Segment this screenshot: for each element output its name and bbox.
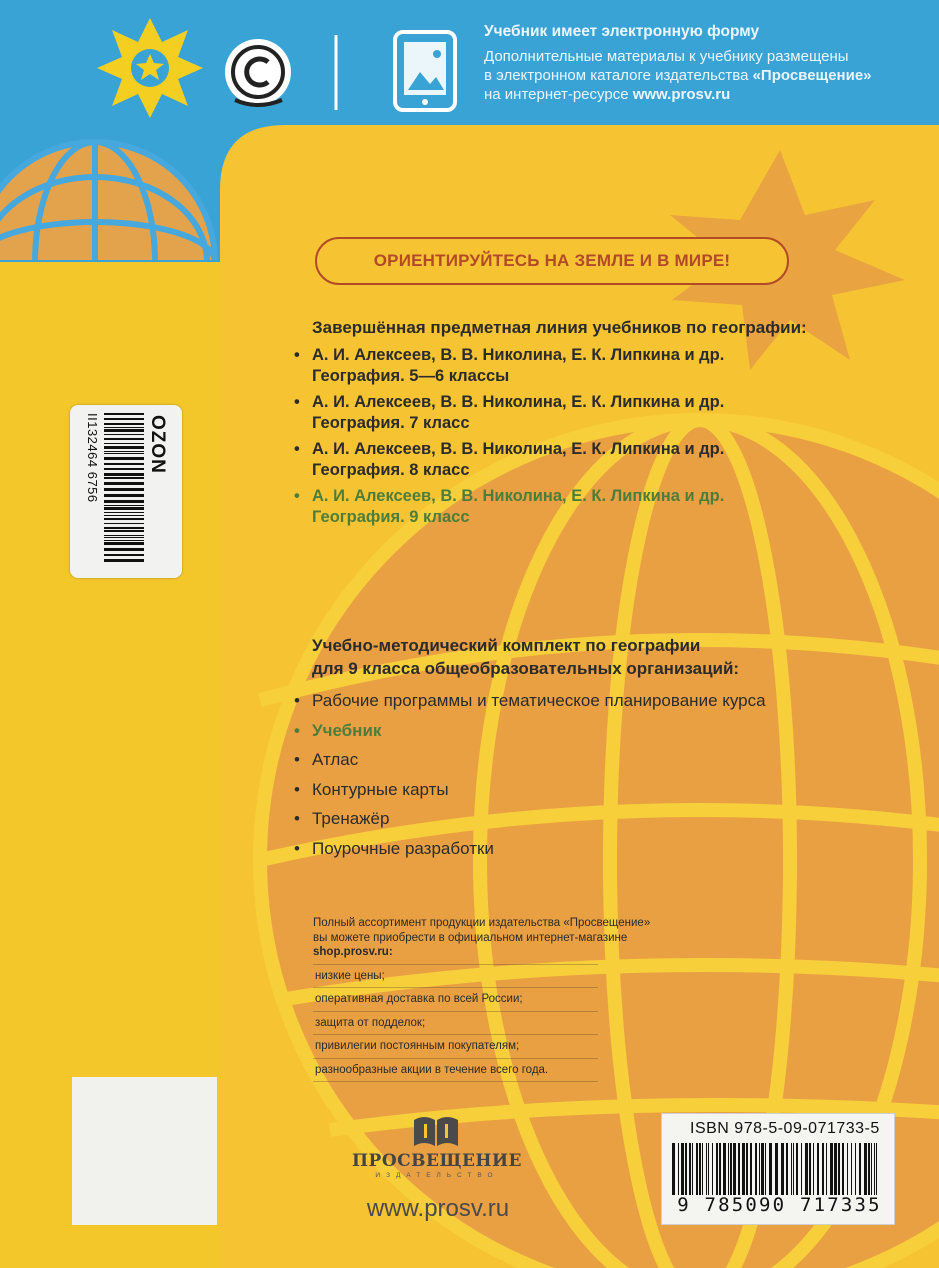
barcode-bar <box>723 1143 726 1195</box>
barcode-bar <box>104 463 144 465</box>
barcode-bar <box>104 477 144 479</box>
barcode-bar <box>104 427 144 428</box>
barcode-bar <box>775 1143 778 1195</box>
barcode-bar <box>104 457 144 460</box>
barcode-bar <box>104 559 144 562</box>
barcode-bar <box>104 429 144 432</box>
shop-benefit: привилегии постоянным покупателям; <box>313 1035 598 1059</box>
book-item-grade-7: • А. И. Алексеев, В. В. Николина, Е. К. Липкина и др. География. 7 класс <box>294 393 725 432</box>
barcode-bar <box>104 473 144 476</box>
barcode-bar <box>864 1143 867 1195</box>
header-line-1: Дополнительные материалы к учебнику размещены <box>484 48 849 65</box>
barcode-bar <box>104 453 144 454</box>
barcode-bar <box>759 1143 760 1195</box>
barcode-bar <box>104 515 144 516</box>
barcode-bar <box>817 1143 819 1195</box>
isbn-label: ISBN 978-5-09-071733-5 <box>690 1120 880 1137</box>
publisher-mention: «Просвещение» <box>752 67 872 84</box>
barcode-bar <box>738 1143 740 1195</box>
barcode-bar <box>851 1143 852 1195</box>
barcode-bar <box>719 1143 721 1195</box>
barcode-bar <box>733 1143 736 1195</box>
textbook-line-section <box>290 316 910 527</box>
barcode-bar <box>755 1143 757 1195</box>
kit-item-lesson-plans: • Поурочные разработки <box>294 838 494 858</box>
barcode-bar <box>104 500 144 503</box>
barcode-bar <box>104 537 144 538</box>
barcode-bar <box>742 1143 745 1195</box>
barcode-bar <box>874 1143 875 1195</box>
barcode-bar <box>104 423 144 425</box>
shop-benefit: разнообразные акции в течение всего года. <box>313 1059 598 1083</box>
barcode-bar <box>702 1143 703 1195</box>
kit-section <box>290 634 910 863</box>
barcode-bar <box>793 1143 794 1195</box>
barcode-bar <box>712 1143 713 1195</box>
barcode-bar <box>104 446 144 449</box>
barcode-bar <box>822 1143 824 1195</box>
barcode-bar <box>746 1143 748 1195</box>
book-item-grade-5-6: • А. И. Алексеев, В. В. Николина, Е. К. Липкина и др. География. 5—6 классы <box>294 346 725 385</box>
barcode-bar <box>769 1143 772 1195</box>
kit-title-2: для 9 класса общеобразовательных организаций: <box>312 659 740 678</box>
shop-info <box>313 916 733 1082</box>
barcode-bar <box>681 1143 684 1195</box>
header-line-2: в электронном каталоге издательства «Просвещение» <box>484 67 872 84</box>
barcode-bar <box>868 1143 870 1195</box>
barcode-bar <box>805 1143 808 1195</box>
barcode-bar <box>104 512 144 513</box>
shop-url[interactable]: shop.prosv.ru: <box>313 946 393 958</box>
barcode-bar <box>855 1143 856 1195</box>
barcode-bar <box>708 1143 709 1195</box>
shop-line-2: вы можете приобрести в официальном интернет-магазине <box>313 931 628 944</box>
book-item-grade-9: • А. И. Алексеев, В. В. Николина, Е. К. Липкина и др. География. 9 класс <box>294 487 725 526</box>
shop-line-1: Полный ассортимент продукции издательства «Просвещение» <box>313 917 651 929</box>
barcode-bar <box>716 1143 718 1195</box>
barcode-bar <box>104 418 144 420</box>
kit-item-programs: • Рабочие программы и тематическое планирование курса <box>294 691 766 710</box>
barcode-bar <box>826 1143 827 1195</box>
barcode-bar <box>801 1143 802 1195</box>
isbn-barcode <box>672 1143 882 1195</box>
barcode-bar <box>104 434 144 435</box>
ozon-barcode <box>104 413 144 563</box>
barcode-bar <box>104 507 144 510</box>
book-item-grade-8: • А. И. Алексеев, В. В. Николина, Е. К. Липкина и др. География. 8 класс <box>294 440 725 479</box>
barcode-bar <box>847 1143 848 1195</box>
ozon-code: II132464 6756 <box>85 413 100 503</box>
kit-item-trainer: • Тренажёр <box>294 809 390 828</box>
barcode-bar <box>104 468 144 470</box>
barcode-bar <box>685 1143 687 1195</box>
kit-item-contour-maps: • Контурные карты <box>294 779 449 799</box>
barcode-bar <box>781 1143 784 1195</box>
barcode-bar <box>791 1143 792 1195</box>
barcode-bar <box>761 1143 764 1195</box>
header-title: Учебник имеет электронную форму <box>484 23 760 40</box>
barcode-bar <box>871 1143 872 1195</box>
barcode-bar <box>809 1143 811 1195</box>
barcode-bar <box>104 530 144 532</box>
barcode-bar <box>876 1143 877 1195</box>
barcode-bar <box>813 1143 814 1195</box>
barcode-bar <box>728 1143 729 1195</box>
barcode-bar <box>796 1143 798 1195</box>
barcode-bar <box>730 1143 732 1195</box>
publisher-subtitle: ИЗДАТЕЛЬСТВО <box>375 1172 499 1179</box>
barcode-bar <box>689 1143 691 1195</box>
barcode-bar <box>104 554 144 556</box>
barcode-bar <box>842 1143 844 1195</box>
header-info <box>484 22 934 104</box>
barcode-bar <box>104 505 144 506</box>
ozon-sticker <box>70 405 182 578</box>
barcode-bar <box>104 488 144 491</box>
barcode-bar <box>104 548 144 551</box>
barcode-bar <box>104 413 144 415</box>
barcode-bar <box>786 1143 788 1195</box>
publisher-name: ПРОСВЕЩЕНИЕ <box>351 1151 523 1171</box>
slogan-banner: ОРИЕНТИРУЙТЕСЬ НА ЗЕМЛЕ И В МИРЕ! <box>315 237 789 285</box>
shop-benefit: низкие цены; <box>313 964 598 989</box>
barcode-bar <box>750 1143 752 1195</box>
textbook-line-title: Завершённая предметная линия учебников по географии: <box>312 318 807 337</box>
barcode-bar <box>104 443 144 444</box>
barcode-bar <box>838 1143 840 1195</box>
kit-title-1: Учебно-методический комплект по географии <box>312 636 701 655</box>
barcode-bar <box>859 1143 861 1195</box>
barcode-bar <box>104 518 144 520</box>
barcode-bar <box>104 527 144 529</box>
kit-item-atlas: • Атлас <box>294 750 359 769</box>
barcode-bar <box>104 494 144 497</box>
barcode-bar <box>104 451 144 452</box>
shop-benefit: оперативная доставка по всей России; <box>313 988 598 1012</box>
publisher-url[interactable]: www.prosv.ru <box>366 1195 510 1222</box>
barcode-bar <box>104 540 144 541</box>
barcode-bar <box>104 482 144 485</box>
barcode-bar <box>692 1143 693 1195</box>
barcode-bar <box>104 535 144 536</box>
copyright-globe-icon <box>225 39 291 105</box>
barcode-bar <box>104 523 144 524</box>
qr-code-background <box>72 1077 217 1225</box>
barcode-bar <box>104 438 144 440</box>
isbn-number: 9 785090 717335 <box>677 1194 882 1216</box>
barcode-bar <box>830 1143 833 1195</box>
barcode-bar <box>104 542 144 545</box>
barcode-bar <box>765 1143 766 1195</box>
barcode-bar <box>699 1143 701 1195</box>
shop-benefit: защита от подделок; <box>313 1012 598 1036</box>
barcode-bar <box>696 1143 698 1195</box>
shop-benefits-list <box>313 964 598 1083</box>
header-line-3: на интернет-ресурсе www.prosv.ru <box>484 86 731 103</box>
ozon-logo: OZON <box>147 415 168 474</box>
barcode-bar <box>706 1143 707 1195</box>
barcode-bar <box>834 1143 837 1195</box>
barcode-bar <box>672 1143 675 1195</box>
header-site-link[interactable]: www.prosv.ru <box>632 86 731 103</box>
kit-item-textbook: • Учебник <box>294 720 382 740</box>
barcode-bar <box>678 1143 679 1195</box>
